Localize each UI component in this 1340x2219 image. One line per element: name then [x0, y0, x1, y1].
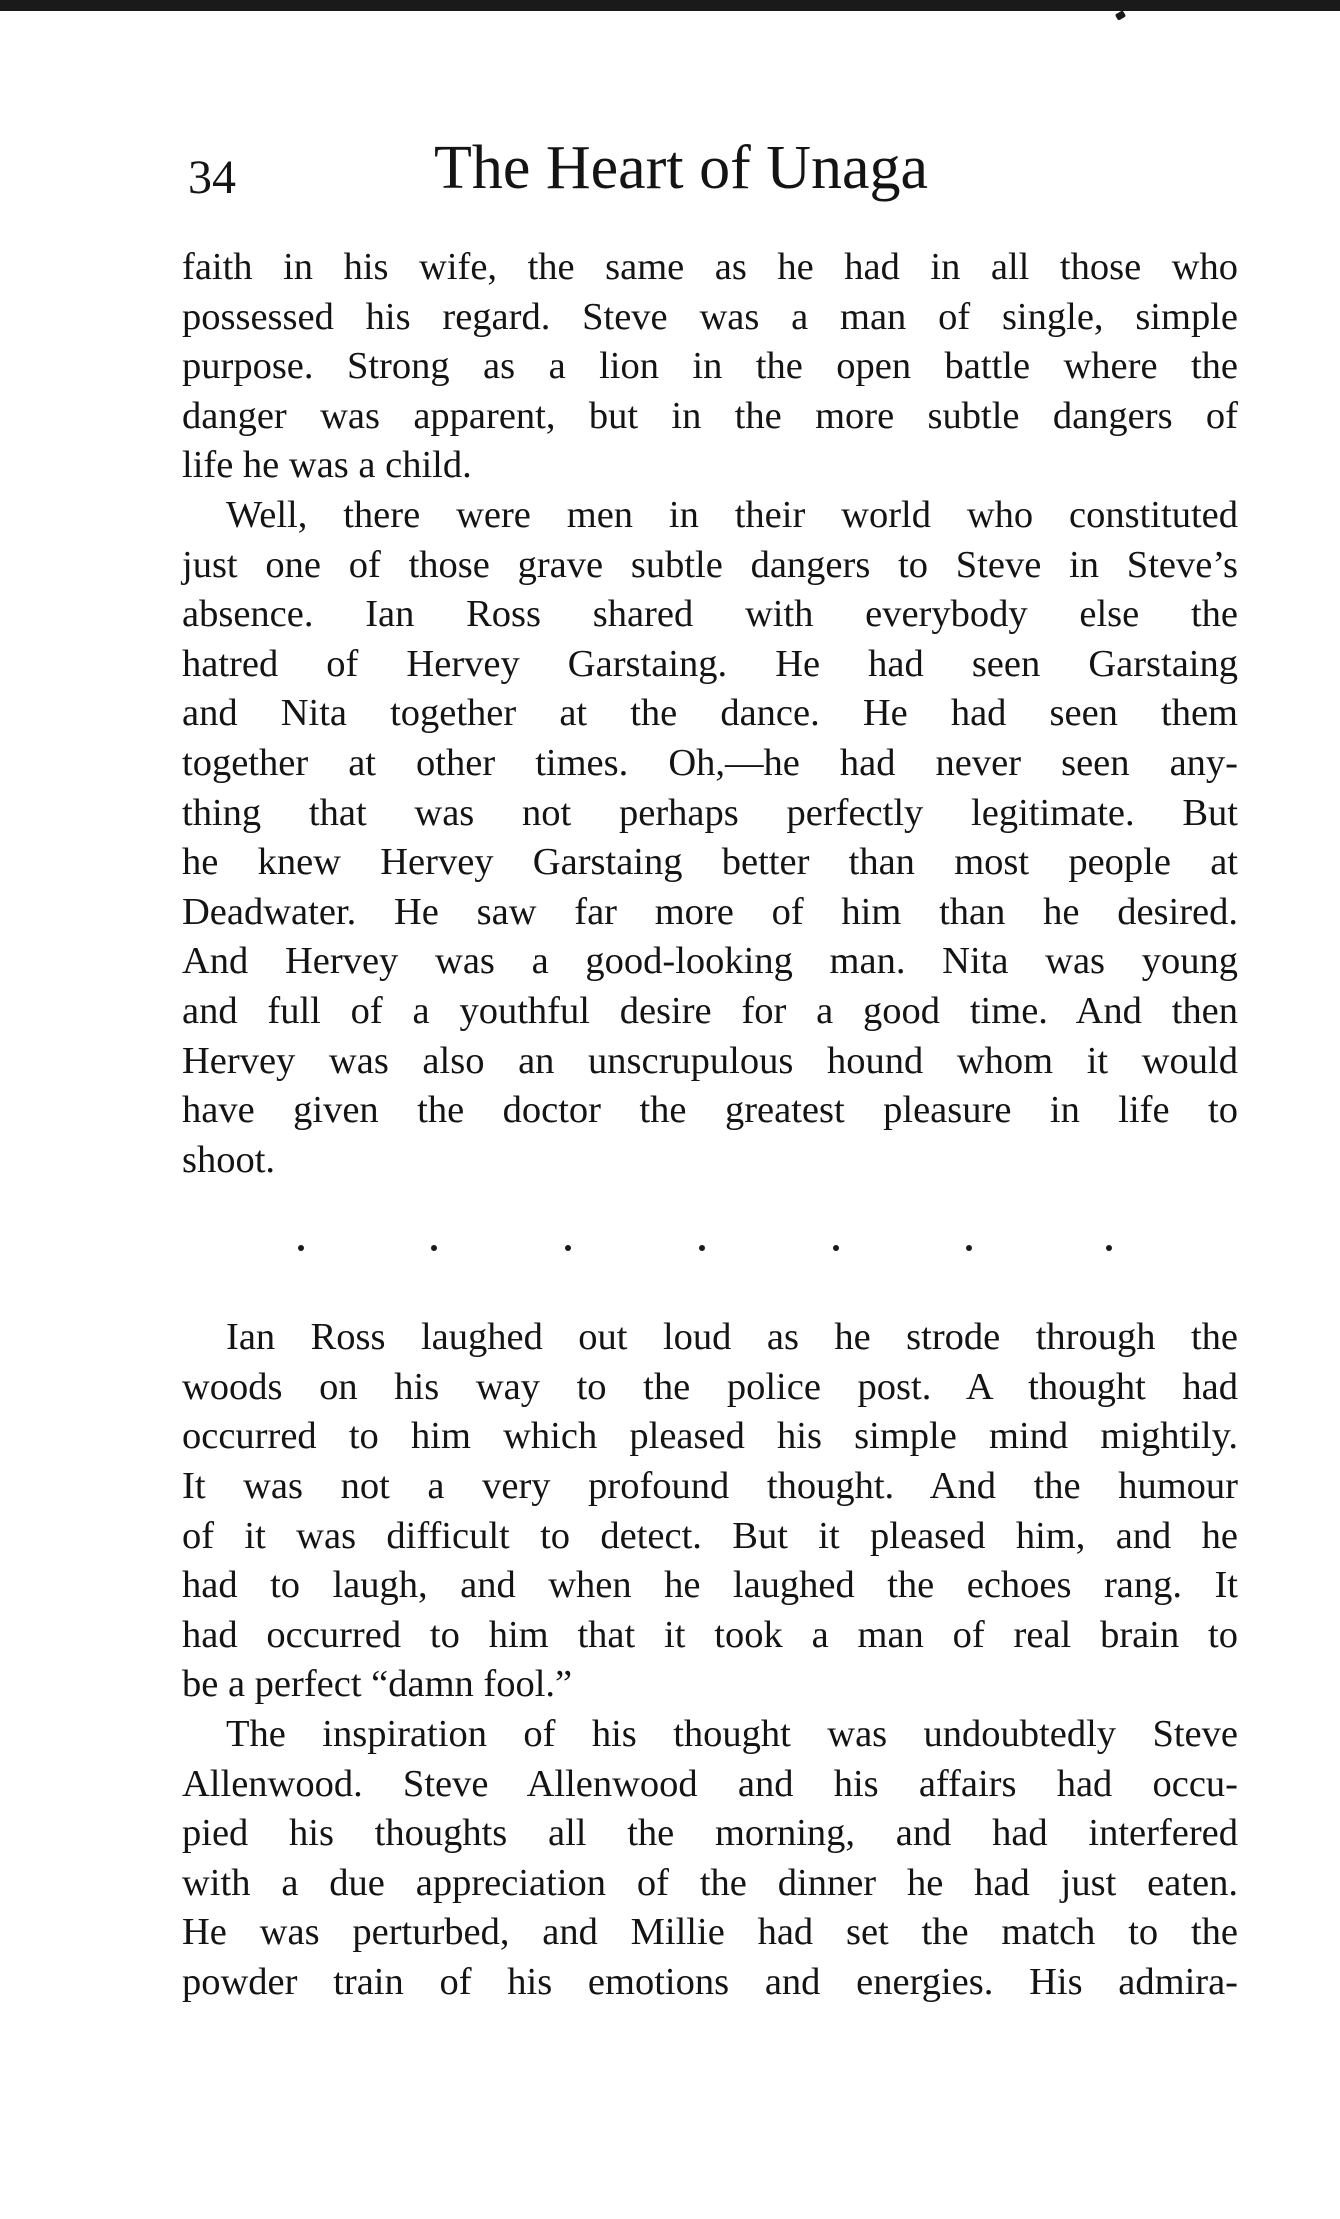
text-line: occurred to him which pleased his simple mind mightily. — [182, 1415, 1238, 1458]
paragraph — [182, 1313, 1238, 1710]
text-line: woods on his way to the police post. A thought had — [182, 1365, 1238, 1408]
text-line: and full of a youthful desire for a good time. And then — [182, 989, 1238, 1032]
text-line: shoot. — [182, 1138, 276, 1181]
scan-speck — [1115, 10, 1126, 21]
text-line: absence. Ian Ross shared with everybody else the — [182, 593, 1238, 636]
text-line: pied his thoughts all the morning, and had interfered — [182, 1812, 1238, 1855]
text-line: of it was difficult to detect. But it pleased him, and he — [182, 1514, 1238, 1557]
text-line: Ian Ross laughed out loud as he strode through the — [226, 1316, 1238, 1359]
text-line: Allenwood. Steve Allenwood and his affairs had occu- — [182, 1762, 1238, 1805]
text-line: Well, there were men in their world who constituted — [226, 493, 1238, 536]
text-line: he knew Hervey Garstaing better than most people at — [182, 841, 1238, 884]
running-title: The Heart of Unaga — [434, 134, 929, 202]
paragraph — [182, 491, 1238, 1185]
page-number: 34 — [188, 151, 236, 204]
text-line: be a perfect “damn fool.” — [182, 1663, 573, 1706]
text-line: And Hervey was a good-looking man. Nita was young — [182, 940, 1238, 983]
section-break-dot — [298, 1245, 304, 1251]
text-line: Hervey was also an unscrupulous hound whom it would — [182, 1039, 1238, 1082]
scan-top-border — [0, 0, 1340, 11]
section-break-dot — [699, 1245, 705, 1251]
section-break-dot — [431, 1245, 437, 1251]
text-line: hatred of Hervey Garstaing. He had seen Garstaing — [182, 642, 1238, 685]
text-line: have given the doctor the greatest pleasure in life to — [182, 1089, 1238, 1132]
text-line: with a due appreciation of the dinner he had just eaten. — [182, 1861, 1238, 1904]
text-line: purpose. Strong as a lion in the open battle where the — [182, 345, 1238, 388]
section-break — [182, 1185, 1238, 1313]
running-header — [0, 130, 1340, 210]
text-line: It was not a very profound thought. And the humour — [182, 1465, 1238, 1508]
text-line: The inspiration of his thought was undoubtedly Steve — [226, 1713, 1238, 1756]
text-line: had occurred to him that it took a man of real brain to — [182, 1613, 1238, 1656]
text-line: powder train of his emotions and energies. His admira- — [182, 1961, 1238, 2003]
text-line: life he was a child. — [182, 444, 472, 487]
paragraph — [182, 1710, 1238, 2008]
text-line: together at other times. Oh,—he had never seen any- — [182, 741, 1238, 784]
text-line: He was perturbed, and Millie had set the match to the — [182, 1911, 1238, 1954]
section-break-dot — [833, 1245, 839, 1251]
section-break-dot — [966, 1245, 972, 1251]
text-line: possessed his regard. Steve was a man of single, simple — [182, 295, 1238, 338]
section-break-dot — [1106, 1245, 1112, 1251]
body-text — [182, 243, 1238, 2008]
text-line: just one of those grave subtle dangers to Steve in Steve’s — [182, 543, 1238, 586]
text-line: thing that was not perhaps perfectly legitimate. But — [182, 791, 1238, 834]
text-line: faith in his wife, the same as he had in all those who — [182, 246, 1238, 288]
text-line: and Nita together at the dance. He had seen them — [182, 692, 1238, 735]
section-break-dot — [565, 1245, 571, 1251]
text-line: danger was apparent, but in the more subtle dangers of — [182, 394, 1238, 437]
text-line: had to laugh, and when he laughed the echoes rang. It — [182, 1564, 1238, 1607]
paragraph — [182, 243, 1238, 491]
text-line: Deadwater. He saw far more of him than he desired. — [182, 890, 1238, 933]
